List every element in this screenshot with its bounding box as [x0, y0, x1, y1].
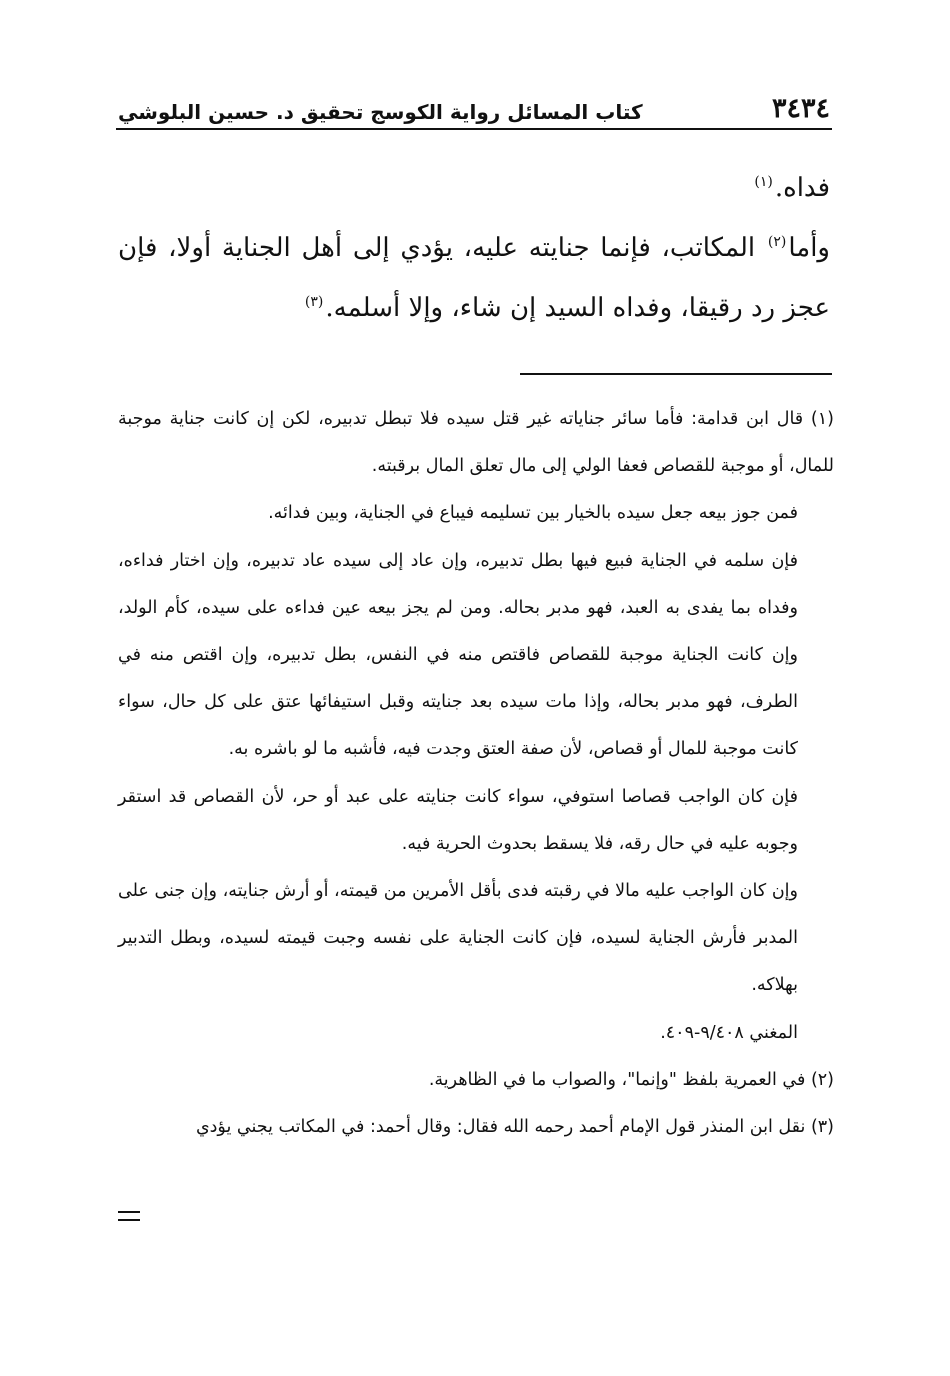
- footnote-separator: [520, 373, 832, 375]
- footnote-2: [118, 1057, 834, 1104]
- footnote-1-para-2: فمن جوز بيعه جعل سيده بالخيار بين تسليمه فيباع في الجناية، وبين فدائه.: [268, 503, 798, 524]
- footnote-2-marker: (٢): [810, 1069, 834, 1090]
- footnote-3: [118, 1104, 834, 1151]
- page-header: [118, 88, 830, 124]
- footnote-1-para-1: [118, 396, 834, 490]
- footnote-3-marker: (٣): [810, 1117, 834, 1138]
- footnote-ref-1: (١): [754, 174, 773, 191]
- main-text: [118, 158, 830, 338]
- footnotes-section: [118, 396, 834, 1151]
- footnote-1-marker: (١): [810, 409, 834, 429]
- header-rule: [116, 128, 832, 130]
- main-para2-body: المكاتب، فإنما جنايته عليه، يؤدي إلى أهل الجناية أولا، فإن عجز رد رقيقا، وفداه السيد إن شاء، وإلا أسلمه.: [118, 233, 830, 323]
- footnote-1-para-5: وإن كان الواجب عليه مالا في رقبته فدى بأقل الأمرين من قيمته، أو أرش جنايته، وإن جنى على المدبر فأرش الجناية لسيده، فإن كانت الجناية على نفسه وجبت قيمته لسيده، وبطل التدبير بهلاكه.: [118, 881, 798, 996]
- page-number: ٣٤٣٤: [771, 93, 830, 124]
- main-paragraph-1: [118, 158, 830, 218]
- footnote-2-text: في العمرية بلفظ "وإنما"، والصواب ما في الظاهرية.: [428, 1069, 806, 1090]
- main-para2-start: وأما: [788, 233, 830, 263]
- running-title: كتاب المسائل رواية الكوسج تحقيق د. حسين البلوشي: [118, 100, 643, 124]
- footnote-ref-3: (٣): [304, 294, 324, 311]
- footnote-ref-2: (٢): [767, 234, 787, 251]
- footnote-1-para-4: فإن كان الواجب قصاصا استوفي، سواء كانت جنايته على عبد أو حر، لأن القصاص قد استقر وجوبه عليه في حال رقه، فلا يسقط بحدوث الحرية فيه.: [118, 786, 798, 854]
- footnote-3-text: نقل ابن المنذر قول الإمام أحمد رحمه الله فقال: وقال أحمد: في المكاتب يجني يؤدي: [195, 1117, 806, 1138]
- footnote-1-text-1: قال ابن قدامة: فأما سائر جناياته غير قتل سيده فلا تبطل تدبيره، لكن إن كانت جناية موجبة للمال، أو موجبة للقصاص فعفا الولي إلى مال تعلق المال برقبته.: [118, 409, 834, 477]
- footnote-1-citation: المغني ٩/٤٠٨-٤٠٩.: [660, 1022, 798, 1043]
- main-line-1-text: فداه.: [774, 173, 830, 203]
- main-paragraph-2: [118, 218, 830, 338]
- continuation-mark: [118, 1211, 140, 1221]
- footnote-1-para-3: فإن سلمه في الجناية فبيع فيها بطل تدبيره، وإن عاد إلى سيده عاد تدبيره، وإن اختار فداءه، وفداه بما يفدى به العبد، فهو مدبر بحاله. ومن لم يجز بيعه عين فداءه على سيده، كأم الولد، وإن كانت الجناية موجبة للقصاص فاقتص منه في النفس، بطل تدبيره، وإن اقتص منه في الطرف، فهو مدبر بحاله، وإذا مات سيده بعد جنايته وقبل استيفائها عتق على كل حال، سواء كانت موجبة للمال أو قصاص، لأن صفة العتق وجدت فيه، فأشبه ما لو باشره به.: [118, 550, 798, 760]
